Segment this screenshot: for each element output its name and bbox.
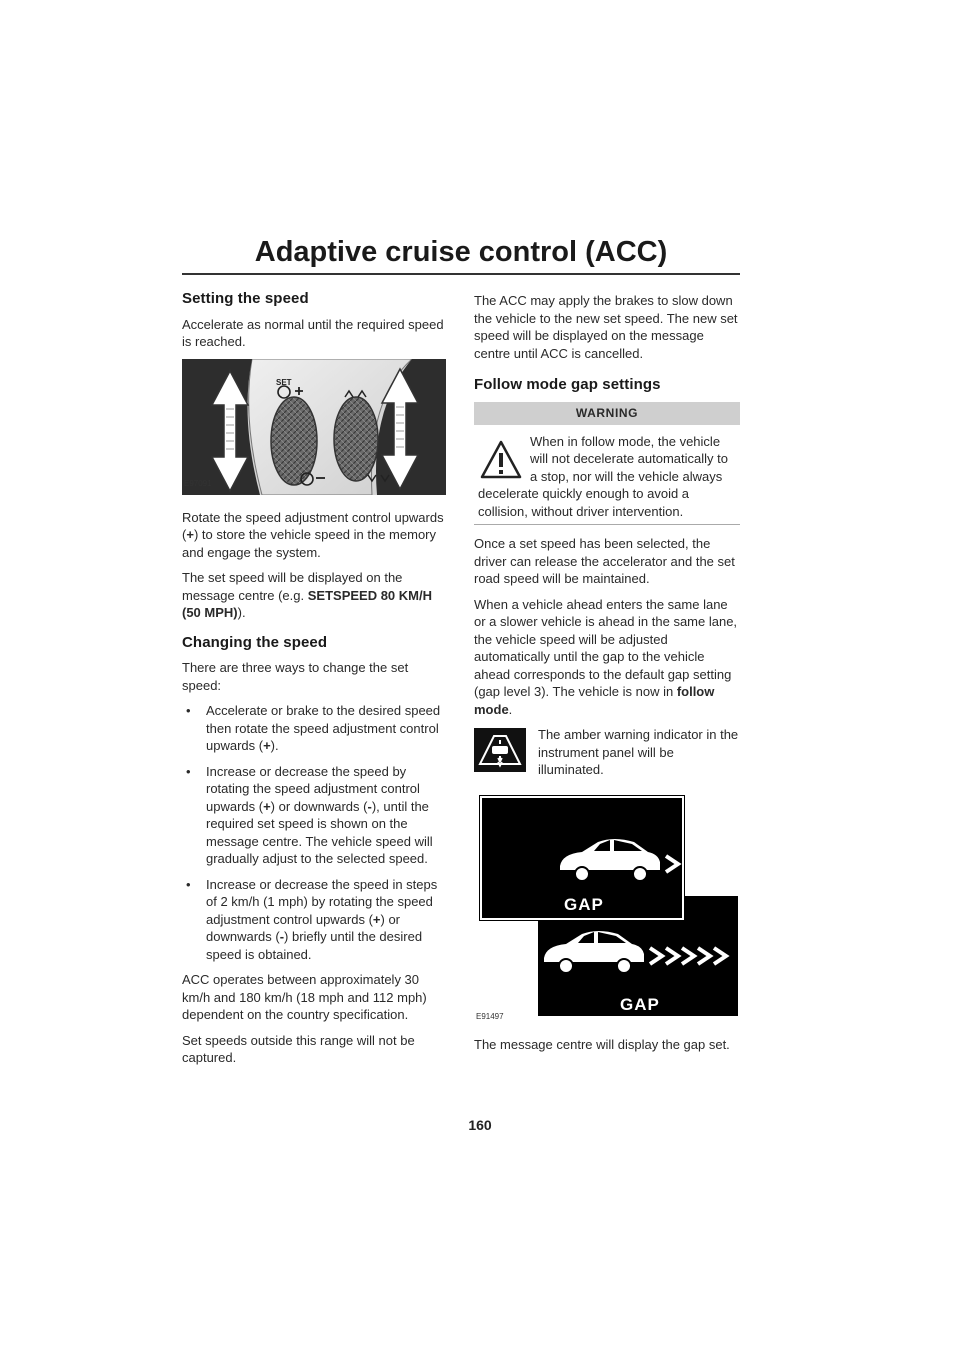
changing-intro: There are three ways to change the set speed: bbox=[182, 660, 409, 693]
follow-mode-paragraph: When a vehicle ahead enters the same lane or a slower vehicle is ahead in the same lane, the vehicle speed will be adjusted automatically until the gap to the vehicle ahead corresponds to the default gap setting (gap level 3). The vehicle is now in follow mode. bbox=[474, 596, 738, 717]
list-item: • Increase or decrease the speed by rotating the speed adjustment control upwards (+) or downwards (-), until the required set speed is shown on the message centre. The vehicle speed will gradually adjust to the selected speed. bbox=[186, 763, 433, 866]
warning-box bbox=[474, 429, 740, 523]
figure-id-label: E91497 bbox=[476, 1012, 504, 1021]
speed-control-figure bbox=[182, 359, 446, 495]
brakes-paragraph: The ACC may apply the brakes to slow down the vehicle to the new set speed. The new set speed will be displayed on the message centre until ACC is cancelled. bbox=[474, 293, 738, 361]
warning-header: WARNING bbox=[474, 402, 740, 425]
list-item: • Accelerate or brake to the desired speed then rotate the speed adjustment control upwards (+). bbox=[186, 703, 441, 753]
speed-control-illustration bbox=[182, 359, 446, 495]
change-methods-list bbox=[182, 702, 448, 963]
gap-setting-figure bbox=[474, 792, 740, 1024]
changing-speed-heading: Changing the speed bbox=[182, 633, 328, 651]
warning-divider bbox=[474, 524, 740, 525]
gap-label: GAP bbox=[620, 995, 660, 1014]
warning-text: When in follow mode, the vehicle will not decelerate automatically to a stop, nor will the vehicle always decelerate quickly enough to avoid a collision, without driver intervention. bbox=[478, 433, 728, 519]
setting-speed-heading: Setting the speed bbox=[182, 290, 309, 307]
follow-mode-indicator-icon bbox=[474, 728, 526, 772]
message-centre-paragraph: The message centre will display the gap set. bbox=[474, 1037, 730, 1052]
gap-label: GAP bbox=[564, 895, 604, 914]
indicator-row bbox=[474, 726, 740, 784]
set-label: SET bbox=[276, 377, 292, 387]
page-title: Adaptive cruise control (ACC) bbox=[254, 236, 668, 268]
follow-mode-heading: Follow mode gap settings bbox=[474, 376, 661, 393]
display-paragraph: The set speed will be displayed on the message centre (e.g. SETSPEED 80 KM/H (50 MPH)). bbox=[182, 570, 432, 620]
indicator-paragraph: The amber warning indicator in the instrument panel will be illuminated. bbox=[538, 727, 739, 777]
outside-range-paragraph: Set speeds outside this range will not be captured. bbox=[182, 1032, 415, 1065]
left-column bbox=[182, 290, 448, 1075]
setting-speed-paragraph: Accelerate as normal until the required speed is reached. bbox=[182, 316, 444, 349]
page-number: 160 bbox=[468, 1117, 492, 1133]
warning-triangle-icon bbox=[480, 439, 522, 481]
gap-display-min bbox=[480, 796, 684, 920]
range-paragraph: ACC operates between approximately 30 km/h and 180 km/h (18 mph and 112 mph) dependent on the country specification. bbox=[182, 972, 427, 1022]
figure-id-label: E97091 bbox=[184, 479, 212, 488]
set-speed-paragraph: Once a set speed has been selected, the driver can release the accelerator and the set road speed will be maintained. bbox=[474, 536, 735, 586]
rotate-paragraph: Rotate the speed adjustment control upwards (+) to store the vehicle speed in the memory and engage the system. bbox=[182, 509, 444, 560]
title-divider bbox=[182, 273, 740, 275]
right-column bbox=[474, 292, 740, 1062]
list-item: • Increase or decrease the speed in steps of 2 km/h (1 mph) by rotating the speed adjustment control upwards (+) or downwards (-) briefly until the desired speed is obtained. bbox=[186, 876, 438, 962]
